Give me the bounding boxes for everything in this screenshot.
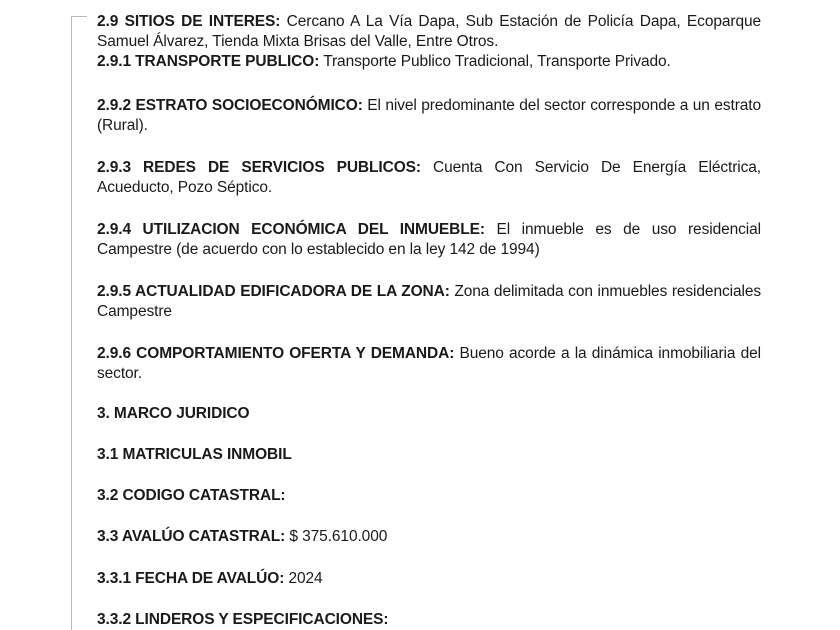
section-heading: 2.9.6 COMPORTAMIENTO OFERTA Y DEMANDA: [97, 345, 455, 362]
section-3-3 [97, 527, 761, 547]
section-3-1 [97, 445, 761, 465]
section-heading: 3.3.1 FECHA DE AVALÚO: [97, 570, 285, 587]
page-margin-tick [71, 16, 87, 17]
section-text: Transporte Publico Tradicional, Transporte Privado. [319, 53, 671, 70]
section-2-9-5 [97, 282, 761, 322]
section-3-3-2 [97, 610, 761, 630]
section-text: El inmueble es de uso residencial Campestre (de acuerdo con lo establecido en la ley 142 de 1994) [97, 221, 761, 258]
section-text: 2024 [284, 570, 323, 587]
section-text: Bueno acorde a la dinámica inmobiliaria del sector. [97, 345, 761, 382]
section-3-3-1 [97, 569, 761, 589]
section-2-9-2 [97, 96, 761, 136]
section-text: El nivel predominante del sector corresponde a un estrato (Rural). [97, 97, 761, 134]
section-text: Cuenta Con Servicio De Energía Eléctrica, Acueducto, Pozo Séptico. [97, 159, 761, 196]
section-3-2 [97, 486, 761, 506]
section-2-9 [97, 12, 761, 52]
section-2-9-3 [97, 158, 761, 198]
section-heading: 2.9.5 ACTUALIDAD EDIFICADORA DE LA ZONA: [97, 283, 450, 300]
section-2-9-1 [97, 52, 761, 72]
section-heading: 3.1 MATRICULAS INMOBIL [97, 446, 292, 463]
section-2-9-6 [97, 344, 761, 384]
section-heading: 2.9.1 TRANSPORTE PUBLICO: [97, 53, 320, 70]
section-heading: 2.9.3 REDES DE SERVICIOS PUBLICOS: [97, 159, 421, 176]
section-heading: 3.2 CODIGO CATASTRAL: [97, 487, 286, 504]
section-heading: 3. MARCO JURIDICO [97, 405, 250, 422]
page-margin-line [71, 16, 72, 630]
section-2-9-4 [97, 220, 761, 260]
section-text: Zona delimitada con inmuebles residenciales Campestre [97, 283, 761, 320]
section-text: $ 375.610.000 [285, 528, 388, 545]
section-heading: 2.9 SITIOS DE INTERES: [97, 13, 281, 30]
section-heading: 3.3.2 LINDEROS Y ESPECIFICACIONES: [97, 611, 389, 628]
section-3 [97, 404, 761, 424]
section-text: Cercano A La Vía Dapa, Sub Estación de Policía Dapa, Ecoparque Samuel Álvarez, Tienda Mixta Brisas del Valle, Entre Otros. [97, 13, 762, 50]
section-heading: 2.9.4 UTILIZACION ECONÓMICA DEL INMUEBLE: [97, 221, 485, 238]
section-heading: 2.9.2 ESTRATO SOCIOECONÓMICO: [97, 97, 363, 114]
section-heading: 3.3 AVALÚO CATASTRAL: [97, 528, 286, 545]
